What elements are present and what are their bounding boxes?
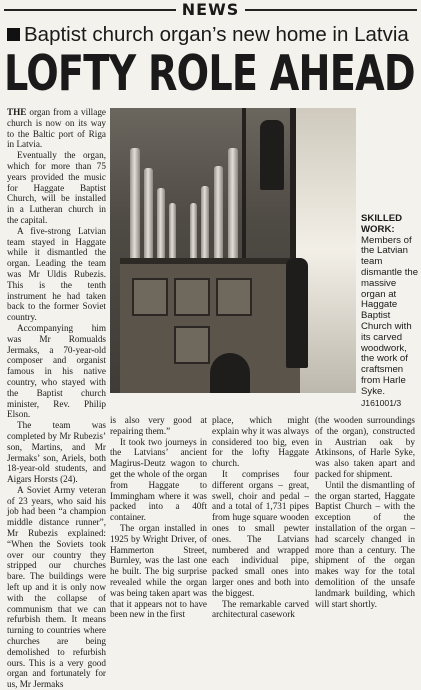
subheadline-text: Baptist church organ’s new home in Latvia xyxy=(24,23,409,46)
paragraph: A Soviet Army veteran of 23 years, who said his job had been “a champion middle distance runner”, Mr Rubezis explained: “When the Soviets took over our country they stripped our churches bare. The buildings were left up and it is only now with the collapse of communism that we can refurbish them. It means turning to countries where churches are being demolished to refurbish ours. This is a very good organ and fortunately for us, Mr Jermaks xyxy=(7,484,106,690)
paragraph: The team was completed by Mr Rubezis’ son, Martins, and Mr Jermaks’ son, Ariels, both 18-year-old students, and Aigars Horsts (24). xyxy=(7,420,106,485)
paragraph: Eventually the organ, which for more than 75 years provided the music for Haggate Baptist Church, will be installed in a Lutheran church in the capital. xyxy=(7,150,106,225)
paragraph: Accompanying him was Mr Romualds Jermaks, a 70-year-old composer and organist famous in his native country, who stayed with the Baptist church minister, Rev. Philip Elson. xyxy=(7,322,106,420)
paragraph: A five-strong Latvian team stayed in Haggate while it dismantled the organ. Leading the team was Mr Uldis Rubezis. This is the tenth instrument he had taken back to the former Soviet country. xyxy=(7,225,106,323)
paragraph: The remarkable carved architectural casework xyxy=(212,598,309,620)
worker-figure xyxy=(260,120,284,190)
paragraph: It comprises four different organs – great, swell, choir and pedal – and a total of 1,731 pipes from huge square wooden ones to small pewter ones. The Latvians numbered and wrapped each individual pipe, packed small ones into larger ones and both into the biggest. xyxy=(212,468,309,598)
paragraph: is also very good at repairing them.” xyxy=(110,415,207,436)
paragraph: (the wooden surroundings of the organ), constructed in Austrian oak by Atkinsons, of Harle Syke, was also taken apart and packed for shipment. xyxy=(315,415,415,479)
article-column-3 xyxy=(212,415,309,620)
paragraph: place, which might explain why it was always considered too big, even for the lofty Haggate church. xyxy=(212,415,309,469)
article-column-4 xyxy=(315,415,415,609)
article-column-2 xyxy=(110,415,207,620)
paragraph: Until the dismantling of the organ started, Haggate Baptist Church – with the exception of the installation of the organ – had scarcely changed in more than a century. The shipment of the organ makes way for the total demolition of the unsafe landmark building, which will start shortly. xyxy=(315,479,415,609)
section-label-text: NEWS xyxy=(176,0,246,20)
photo-caption xyxy=(361,214,419,408)
worker-figure xyxy=(286,258,308,368)
caption-reference: J161001/3 xyxy=(361,397,402,408)
caption-heading: SKILLED WORK: xyxy=(361,213,403,235)
article-column-1 xyxy=(7,107,106,690)
paragraph: THE organ from a village church is now on its way to the Baltic port of Riga in Latvia. xyxy=(7,107,106,150)
section-label xyxy=(0,0,421,20)
subheadline xyxy=(7,23,417,47)
headline: LOFTY ROLE AHEAD xyxy=(4,45,415,102)
organ-photo xyxy=(110,108,356,393)
bullet-square-icon xyxy=(7,28,20,41)
caption-text: Members of the Latvian team dismantle the massive organ at Haggate Baptist Church with its carved woodwork, the work of craftsmen from Harle Syke. xyxy=(361,234,419,397)
paragraph: The organ installed in 1925 by Wright Driver, of Hammerton Street, Burnley, was the last one he built. The big surprise revealed while the organ was being taken apart was that it appears not to have been new in the first xyxy=(110,522,207,620)
worker-figure xyxy=(210,353,250,393)
paragraph: It took two journeys in the Latvians’ ancient Magirus-Deutz wagon to get the whole of the organ from Haggate to Immingham where it was packed into a 40ft container. xyxy=(110,436,207,523)
